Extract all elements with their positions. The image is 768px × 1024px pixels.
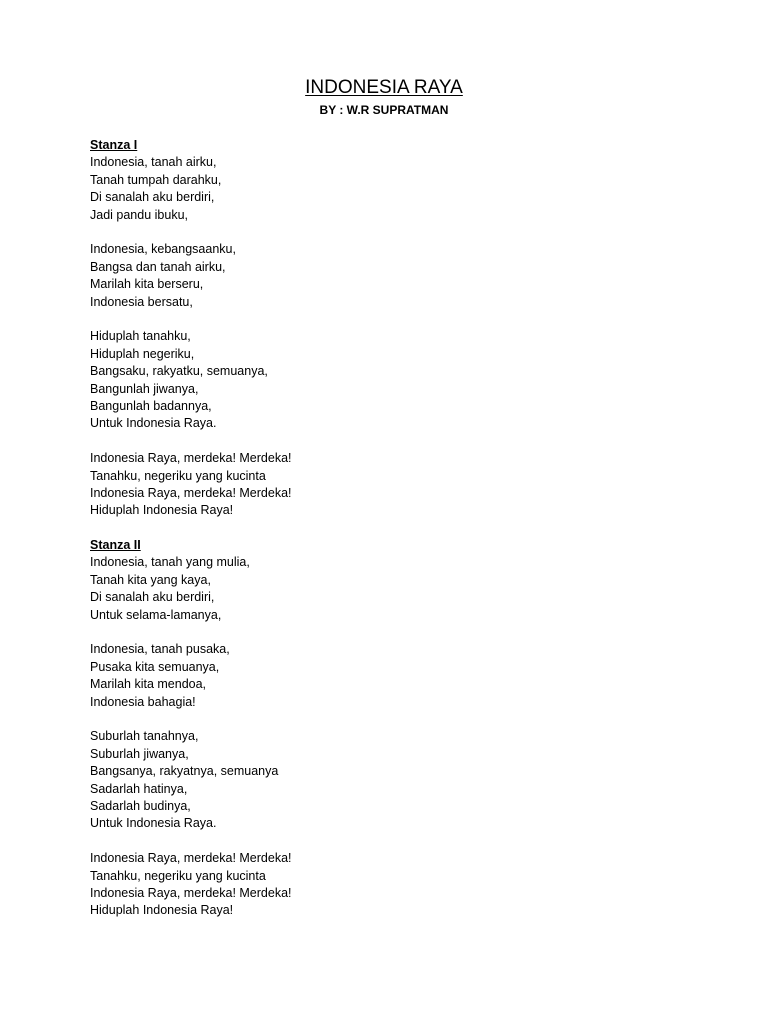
lyric-line: Bangsa dan tanah airku, (90, 259, 226, 274)
lyric-line: Tanah kita yang kaya, (90, 572, 211, 587)
verse (90, 154, 590, 224)
lyric-line: Bangunlah jiwanya, (90, 381, 199, 396)
lyric-line: Indonesia Raya, merdeka! Merdeka! (90, 886, 292, 901)
document-author: BY : W.R SUPRATMAN (319, 103, 449, 117)
stanza-1 (90, 137, 590, 520)
verse (90, 554, 590, 624)
verse (90, 241, 590, 311)
lyric-line: Indonesia Raya, merdeka! Merdeka! (90, 851, 292, 866)
verse (90, 328, 590, 432)
verse (90, 641, 590, 711)
lyric-line: Untuk Indonesia Raya. (90, 816, 217, 831)
verse (90, 450, 590, 520)
lyric-line: Indonesia Raya, merdeka! Merdeka! (90, 451, 292, 466)
lyric-line: Indonesia bersatu, (90, 294, 193, 309)
lyric-line: Untuk selama-lamanya, (90, 607, 222, 622)
lyric-line: Bangsanya, rakyatnya, semuanya (90, 764, 279, 779)
verse (90, 850, 590, 920)
lyric-line: Indonesia, tanah airku, (90, 155, 217, 170)
lyric-line: Pusaka kita semuanya, (90, 659, 220, 674)
lyric-line: Suburlah tanahnya, (90, 729, 199, 744)
stanza-2 (90, 537, 590, 920)
lyric-line: Marilah kita mendoa, (90, 677, 207, 692)
lyric-line: Di sanalah aku berdiri, (90, 190, 215, 205)
lyric-line: Suburlah jiwanya, (90, 746, 189, 761)
lyric-line: Indonesia, tanah yang mulia, (90, 555, 250, 570)
lyric-line: Hiduplah tanahku, (90, 329, 191, 344)
stanza-heading: Stanza I (90, 138, 138, 152)
stanza-heading: Stanza II (90, 538, 141, 552)
lyric-line: Tanah tumpah darahku, (90, 172, 222, 187)
lyric-line: Indonesia, tanah pusaka, (90, 642, 230, 657)
document-title: INDONESIA RAYA (305, 77, 463, 98)
lyric-line: Di sanalah aku berdiri, (90, 590, 215, 605)
lyric-line: Jadi pandu ibuku, (90, 207, 188, 222)
lyric-line: Tanahku, negeriku yang kucinta (90, 468, 266, 483)
lyric-line: Hiduplah negeriku, (90, 346, 195, 361)
lyric-line: Indonesia bahagia! (90, 694, 196, 709)
lyric-line: Untuk Indonesia Raya. (90, 416, 217, 431)
lyric-line: Sadarlah budinya, (90, 799, 191, 814)
lyric-line: Hiduplah Indonesia Raya! (90, 503, 234, 518)
lyric-line: Tanahku, negeriku yang kucinta (90, 868, 266, 883)
lyric-line: Bangunlah badannya, (90, 399, 212, 414)
verse (90, 728, 590, 832)
lyric-line: Hiduplah Indonesia Raya! (90, 903, 234, 918)
lyric-line: Indonesia, kebangsaanku, (90, 242, 236, 257)
lyric-line: Sadarlah hatinya, (90, 781, 188, 796)
lyric-line: Bangsaku, rakyatku, semuanya, (90, 364, 268, 379)
lyric-line: Marilah kita berseru, (90, 277, 204, 292)
lyric-line: Indonesia Raya, merdeka! Merdeka! (90, 486, 292, 501)
